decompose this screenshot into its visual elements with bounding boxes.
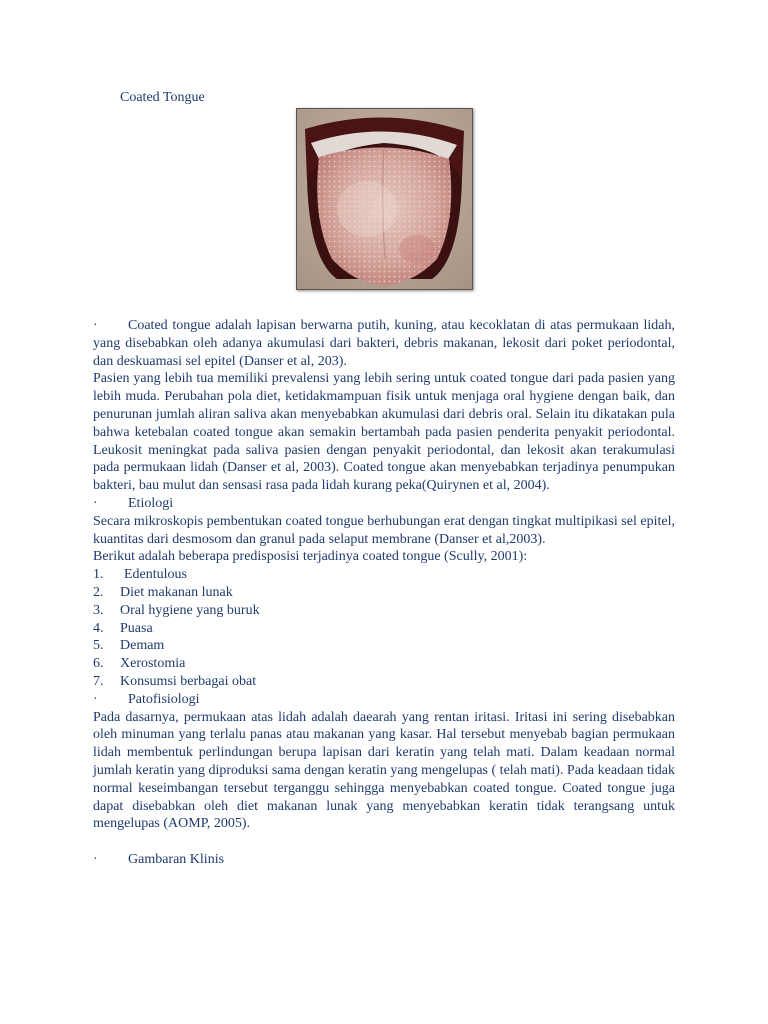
- intro-text: Coated tongue adalah lapisan berwarna putih, kuning, atau kecoklatan di atas permukaan lidah, yang disebabkan oleh adanya akumulasi dari bakteri, debris makanan, lekosit dari poket periodontal, dan deskuamasi sel epitel (Danser et al, 203).: [93, 318, 675, 369]
- list-item-label: Diet makanan lunak: [120, 584, 233, 600]
- heading-patofisiologi-label: Patofisiologi: [128, 691, 200, 707]
- list-item-label: Edentulous: [124, 567, 187, 583]
- list-item-number: 5.: [93, 638, 104, 654]
- list-item-label: Demam: [120, 638, 165, 654]
- list-item: [93, 602, 675, 620]
- list-item-number: 4.: [93, 620, 104, 636]
- paragraph-patofisiologi: Pada dasarnya, permukaan atas lidah adalah daearah yang rentan iritasi. Iritasi ini sering disebabkan oleh minuman yang terlalu panas atau makanan yang kasar. Hal tersebut menyebab bagian permukaan lidah membentuk perlindungan berupa lapisan dari keratin yang telah mati. Dalam keadaan normal jumlah keratin yang diproduksi sama dengan keratin yang mengelupas ( telah mati). Pada keadaan tidak normal keseimbangan tersebut terganggu sehingga menyebabkan coated tongue. Coated tongue juga dapat disebabkan oleh diet makanan lunak yang menyebabkan keratin tidak terangsang untuk mengelupas (AOMP, 2005).: [93, 709, 675, 832]
- paragraph-etiologi: Secara mikroskopis pembentukan coated tongue berhubungan erat dengan tingkat multipikasi sel epitel, kuantitas dari desmosom dan granul pada selaput membrane (Danser et al,2003).: [93, 513, 675, 547]
- heading-patofisiologi: [93, 691, 675, 709]
- bullet-marker: ·: [93, 318, 98, 333]
- spacer: [93, 833, 675, 851]
- list-item: [93, 637, 675, 655]
- list-item-label: Puasa: [120, 620, 153, 636]
- bullet-marker: ·: [93, 691, 98, 707]
- paragraph-predisposisi-intro: Berikut adalah beberapa predisposisi terjadinya coated tongue (Scully, 2001):: [93, 549, 528, 565]
- list-item-number: 3.: [93, 602, 104, 618]
- list-item-number: 6.: [93, 656, 104, 672]
- tongue-photo: [296, 108, 473, 290]
- heading-gambaran-klinis: [93, 851, 675, 869]
- list-item: [93, 620, 675, 638]
- list-item: [93, 655, 675, 673]
- predisposisi-list: [93, 566, 675, 691]
- bullet-marker: ·: [93, 852, 98, 868]
- bullet-marker: ·: [93, 495, 98, 511]
- document-title: Coated Tongue: [120, 90, 205, 105]
- paragraph-prevalence: Pasien yang lebih tua memiliki prevalensi yang lebih sering untuk coated tongue dari pada pasien yang lebih muda. Perubahan pola diet, ketidakmampuan fisik untuk menjaga oral hygiene dengan baik, dan penurunan jumlah aliran saliva akan menyebabkan akumulasi dari debris oral. Selain itu dikatakan pula bahwa ketebalan coated tongue akan semakin bertambah pada pasien penderita penyakit periodontal. Leukosit meningkat pada saliva pasien dengan penyakit periodontal, dan lekosit akan terakumulasi pada permukaan lidah (Danser et al, 2003). Coated tongue akan menyebabkan terjadinya penumpukan bakteri, bau mulut dan sensasi rasa pada lidah kurang peka(Quirynen et al, 2004).: [93, 371, 675, 494]
- list-item-number: 2.: [93, 584, 104, 600]
- intro-paragraph: [93, 317, 675, 370]
- heading-gambaran-label: Gambaran Klinis: [128, 852, 225, 868]
- heading-etiologi-label: Etiologi: [128, 495, 174, 511]
- list-item: [93, 566, 675, 584]
- list-item-number: 7.: [93, 673, 104, 689]
- list-item: [93, 673, 675, 691]
- list-item-label: Xerostomia: [120, 656, 186, 672]
- list-item-label: Oral hygiene yang buruk: [120, 602, 260, 618]
- list-item: [93, 584, 675, 602]
- list-item-number: 1.: [93, 567, 104, 583]
- tongue-illustration: [297, 109, 472, 289]
- document-body: [93, 317, 675, 869]
- heading-etiologi: [93, 495, 675, 513]
- list-item-label: Konsumsi berbagai obat: [120, 673, 257, 689]
